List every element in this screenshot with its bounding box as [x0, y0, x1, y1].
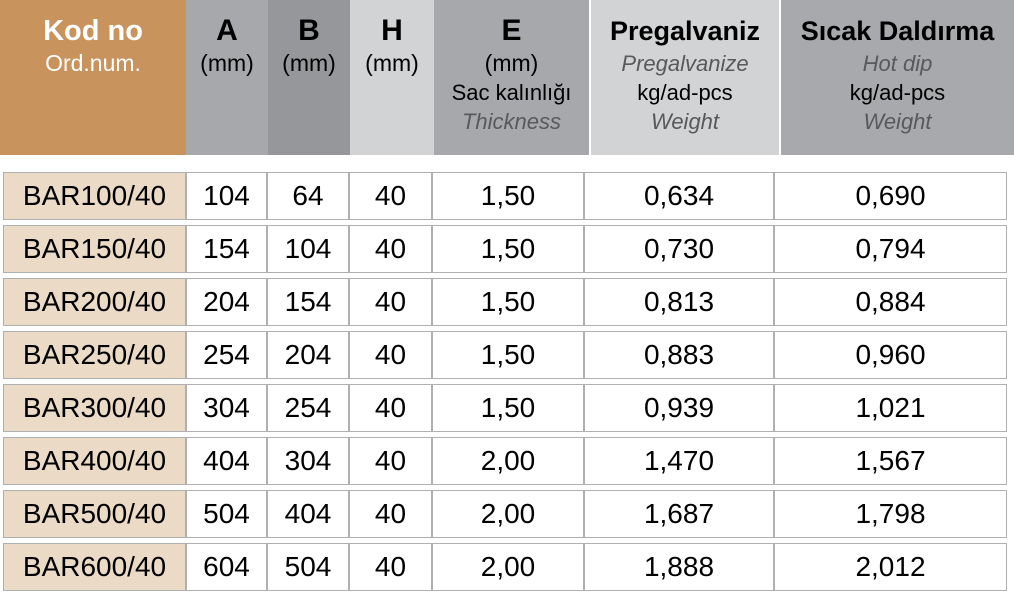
header-hot-weight: Weight: [863, 109, 932, 134]
cell-b: 504: [267, 543, 349, 591]
table-row: [3, 172, 1007, 220]
header-preg-subtitle: Pregalvanize: [621, 51, 749, 76]
cell-kod-no: BAR250/40: [3, 331, 186, 379]
header-h-unit: (mm): [365, 50, 419, 76]
cell-b: 404: [267, 490, 349, 538]
header-col-a: [186, 0, 268, 155]
cell-hot-dip-weight: 0,794: [774, 225, 1007, 273]
cell-b: 304: [267, 437, 349, 485]
cell-pregalvanize-weight: 1,888: [584, 543, 774, 591]
cell-kod-no: BAR200/40: [3, 278, 186, 326]
cell-e: 1,50: [432, 331, 584, 379]
cell-h: 40: [349, 543, 432, 591]
header-preg-title: Pregalvaniz: [609, 16, 761, 46]
header-preg-unit: kg/ad-pcs: [637, 80, 733, 105]
header-hot-subtitle: Hot dip: [862, 51, 933, 76]
cell-h: 40: [349, 437, 432, 485]
cell-hot-dip-weight: 1,567: [774, 437, 1007, 485]
header-preg-weight: Weight: [650, 109, 720, 134]
cell-pregalvanize-weight: 0,634: [584, 172, 774, 220]
cell-b: 154: [267, 278, 349, 326]
cell-hot-dip-weight: 1,021: [774, 384, 1007, 432]
cell-pregalvanize-weight: 1,687: [584, 490, 774, 538]
header-a-title: A: [216, 14, 238, 47]
header-e-thickness-tr: Sac kalınlığı: [451, 80, 572, 105]
cell-h: 40: [349, 384, 432, 432]
cell-kod-no: BAR400/40: [3, 437, 186, 485]
cell-a: 254: [186, 331, 267, 379]
cell-h: 40: [349, 278, 432, 326]
cell-hot-dip-weight: 0,690: [774, 172, 1007, 220]
header-hot-unit: kg/ad-pcs: [849, 80, 946, 105]
cell-pregalvanize-weight: 0,883: [584, 331, 774, 379]
cell-b: 254: [267, 384, 349, 432]
cell-pregalvanize-weight: 0,730: [584, 225, 774, 273]
cell-b: 64: [267, 172, 349, 220]
table-row: [3, 490, 1007, 538]
cell-a: 204: [186, 278, 267, 326]
cell-a: 154: [186, 225, 267, 273]
cell-h: 40: [349, 490, 432, 538]
header-col-e: [434, 0, 589, 155]
cell-a: 304: [186, 384, 267, 432]
cell-a: 604: [186, 543, 267, 591]
cell-e: 1,50: [432, 225, 584, 273]
cell-hot-dip-weight: 0,884: [774, 278, 1007, 326]
cell-kod-no: BAR100/40: [3, 172, 186, 220]
table-header: [0, 0, 1014, 155]
cell-hot-dip-weight: 0,960: [774, 331, 1007, 379]
cell-e: 1,50: [432, 278, 584, 326]
cell-kod-no: BAR150/40: [3, 225, 186, 273]
cell-e: 2,00: [432, 490, 584, 538]
cell-h: 40: [349, 331, 432, 379]
cell-e: 2,00: [432, 437, 584, 485]
cell-hot-dip-weight: 1,798: [774, 490, 1007, 538]
cell-kod-no: BAR600/40: [3, 543, 186, 591]
cell-hot-dip-weight: 2,012: [774, 543, 1007, 591]
cell-pregalvanize-weight: 1,470: [584, 437, 774, 485]
table-row: [3, 278, 1007, 326]
header-a-unit: (mm): [200, 50, 254, 76]
header-h-title: H: [381, 14, 403, 47]
cell-kod-no: BAR500/40: [3, 490, 186, 538]
header-col-b: [268, 0, 350, 155]
cell-b: 104: [267, 225, 349, 273]
cell-e: 2,00: [432, 543, 584, 591]
header-kod-title: Kod no: [43, 15, 143, 47]
header-col-kod-no: [0, 0, 186, 155]
header-e-thickness-en: Thickness: [461, 109, 562, 134]
table-row: [3, 225, 1007, 273]
header-col-pregalvanize: [589, 0, 779, 155]
header-e-title: E: [501, 14, 522, 47]
cell-h: 40: [349, 225, 432, 273]
cell-e: 1,50: [432, 172, 584, 220]
table-row: [3, 384, 1007, 432]
spec-table-body: [3, 167, 1007, 596]
cell-a: 404: [186, 437, 267, 485]
cell-h: 40: [349, 172, 432, 220]
cell-a: 104: [186, 172, 267, 220]
header-col-hot-dip: [779, 0, 1014, 155]
header-e-unit: (mm): [484, 50, 539, 76]
header-b-unit: (mm): [282, 50, 336, 76]
header-col-h: [350, 0, 434, 155]
cell-e: 1,50: [432, 384, 584, 432]
cell-pregalvanize-weight: 0,813: [584, 278, 774, 326]
cell-pregalvanize-weight: 0,939: [584, 384, 774, 432]
cell-b: 204: [267, 331, 349, 379]
table-row: [3, 437, 1007, 485]
header-hot-title: Sıcak Daldırma: [800, 16, 995, 46]
header-kod-subtitle: Ord.num.: [45, 50, 141, 76]
table-row: [3, 331, 1007, 379]
cell-kod-no: BAR300/40: [3, 384, 186, 432]
table-row: [3, 543, 1007, 591]
header-b-title: B: [298, 14, 320, 47]
cell-a: 504: [186, 490, 267, 538]
